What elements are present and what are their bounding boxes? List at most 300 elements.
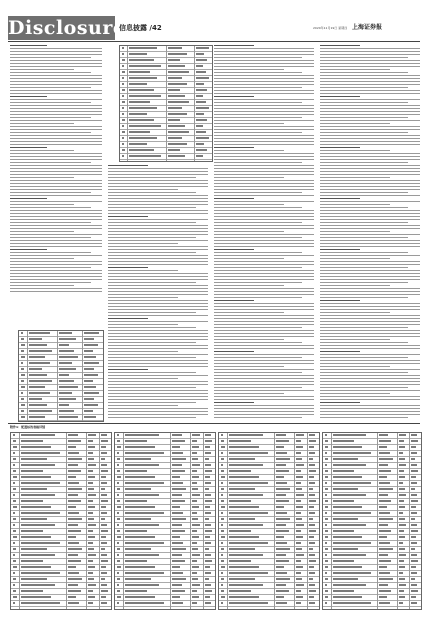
table-cell <box>117 464 119 466</box>
text-line <box>108 330 208 331</box>
text-line <box>214 393 284 394</box>
table-cell <box>399 494 407 496</box>
table-cell <box>101 488 105 490</box>
text-line <box>320 243 420 244</box>
table-cell <box>172 488 186 490</box>
table-column-divider <box>274 433 275 609</box>
text-line <box>108 375 208 376</box>
table-cell <box>333 464 367 466</box>
table-cell <box>122 77 124 79</box>
text-line <box>214 369 314 370</box>
text-line <box>108 336 208 337</box>
table-cell <box>122 89 125 91</box>
text-line <box>108 303 208 304</box>
table-cell <box>117 482 119 484</box>
table-cell <box>172 602 183 604</box>
text-line <box>214 309 314 310</box>
table-cell <box>333 512 371 514</box>
table-cell <box>59 338 76 340</box>
table-cell <box>221 470 224 472</box>
text-line <box>214 210 314 211</box>
table-cell <box>192 590 197 592</box>
text-line <box>320 219 420 220</box>
text-line <box>108 249 208 250</box>
table-cell <box>21 410 24 412</box>
table-cell <box>192 524 200 526</box>
table-cell <box>125 434 159 436</box>
text-line <box>108 189 178 190</box>
table-row <box>115 601 215 607</box>
text-line <box>10 99 102 100</box>
table-cell <box>333 494 367 496</box>
table-cell <box>196 113 205 115</box>
table-row <box>323 601 421 607</box>
appendix-table-3 <box>218 432 320 610</box>
table-cell <box>88 548 94 550</box>
table-cell <box>172 584 182 586</box>
text-line <box>108 273 208 274</box>
text-line <box>214 138 314 139</box>
text-line <box>10 132 91 133</box>
table-cell <box>13 548 16 550</box>
text-line <box>320 384 420 385</box>
table-cell <box>13 440 16 442</box>
table-cell <box>13 452 15 454</box>
table-cell <box>88 596 95 598</box>
text-line <box>10 66 102 67</box>
table-cell <box>325 464 327 466</box>
text-line <box>320 234 420 235</box>
text-line <box>320 249 360 250</box>
table-cell <box>88 554 96 556</box>
text-line <box>214 153 314 154</box>
table-cell <box>221 566 225 568</box>
text-line <box>320 165 420 166</box>
text-line <box>10 228 102 229</box>
table-cell <box>333 506 362 508</box>
text-line <box>214 171 314 172</box>
table-cell <box>221 506 225 508</box>
text-line <box>214 141 314 142</box>
table-cell <box>84 404 98 406</box>
text-line <box>108 195 208 196</box>
text-line <box>214 159 314 160</box>
table-cell <box>229 566 259 568</box>
text-line <box>108 201 208 202</box>
table-cell <box>88 488 94 490</box>
issue-date: 2020年11月19日 星期四 <box>313 26 348 30</box>
table-cell <box>125 500 147 502</box>
table-cell <box>101 494 107 496</box>
table-cell <box>84 362 99 364</box>
table-cell <box>411 542 417 544</box>
text-line <box>10 261 102 262</box>
table-cell <box>205 464 211 466</box>
table-cell <box>88 464 96 466</box>
table-cell <box>276 506 284 508</box>
table-cell <box>399 548 405 550</box>
text-line <box>10 168 102 169</box>
table-cell <box>68 590 81 592</box>
table-cell <box>399 524 407 526</box>
table-cell <box>101 554 107 556</box>
text-line <box>320 282 408 283</box>
text-line <box>10 285 74 286</box>
table-cell <box>21 362 23 364</box>
table-cell <box>88 572 93 574</box>
table-cell <box>192 506 199 508</box>
table-cell <box>192 446 199 448</box>
table-cell <box>172 518 186 520</box>
table-cell <box>84 332 99 334</box>
text-line <box>108 381 208 382</box>
text-line <box>10 276 102 277</box>
table-cell <box>21 494 55 496</box>
table-cell <box>68 536 76 538</box>
table-cell <box>21 602 60 604</box>
text-line <box>108 393 208 394</box>
table-cell <box>325 560 328 562</box>
table-cell <box>229 530 251 532</box>
table-cell <box>84 416 96 418</box>
table-cell <box>229 548 255 550</box>
text-line <box>214 72 302 73</box>
table-cell <box>221 464 223 466</box>
table-cell <box>221 476 225 478</box>
table-cell <box>101 590 108 592</box>
table-cell <box>221 578 224 580</box>
table-cell <box>325 488 328 490</box>
table-cell <box>229 434 263 436</box>
text-line <box>320 330 420 331</box>
table-cell <box>309 476 314 478</box>
table-cell <box>296 584 304 586</box>
table-column-divider <box>170 433 171 609</box>
table-cell <box>192 458 198 460</box>
text-line <box>108 408 208 409</box>
text-line <box>10 69 74 70</box>
table-column-divider <box>66 433 67 609</box>
table-cell <box>309 434 315 436</box>
table-column-divider <box>166 46 167 161</box>
text-line <box>10 243 102 244</box>
text-line <box>214 87 302 88</box>
text-line <box>320 351 360 352</box>
text-line <box>108 351 178 352</box>
table-cell <box>117 548 120 550</box>
table-cell <box>129 59 153 61</box>
table-cell <box>229 464 263 466</box>
text-line <box>320 336 420 337</box>
table-cell <box>325 506 328 508</box>
table-cell <box>101 548 105 550</box>
text-line <box>214 237 302 238</box>
brand-banner: Disclosure <box>8 17 126 39</box>
table-cell <box>129 47 157 49</box>
table-cell <box>13 494 15 496</box>
table-cell <box>296 512 301 514</box>
text-line <box>214 177 284 178</box>
table-cell <box>117 542 119 544</box>
text-line <box>108 342 196 343</box>
table-cell <box>333 458 358 460</box>
text-line <box>320 84 420 85</box>
table-cell <box>196 59 208 61</box>
table-cell <box>117 476 121 478</box>
text-line <box>10 123 74 124</box>
text-line <box>214 306 314 307</box>
table-cell <box>309 512 315 514</box>
table-cell <box>192 482 197 484</box>
table-cell <box>221 602 223 604</box>
text-line <box>108 357 196 358</box>
table-cell <box>13 512 15 514</box>
table-cell <box>172 590 185 592</box>
text-line <box>214 291 314 292</box>
text-line <box>214 99 314 100</box>
table-cell <box>129 155 160 157</box>
table-cell <box>399 500 404 502</box>
table-cell <box>101 476 106 478</box>
table-cell <box>125 584 159 586</box>
text-line <box>214 258 284 259</box>
text-line <box>214 174 314 175</box>
paper-name: 上海证券报 <box>352 24 383 31</box>
table-cell <box>168 131 189 133</box>
text-line <box>320 51 420 52</box>
table-cell <box>379 572 390 574</box>
table-cell <box>379 578 393 580</box>
table-cell <box>221 536 225 538</box>
table-cell <box>221 542 223 544</box>
table-cell <box>276 512 287 514</box>
table-cell <box>296 446 303 448</box>
table-cell <box>221 572 223 574</box>
table-cell <box>101 536 106 538</box>
table-cell <box>88 494 96 496</box>
table-cell <box>196 149 208 151</box>
table-cell <box>59 374 70 376</box>
table-cell <box>325 482 327 484</box>
table-cell <box>325 440 328 442</box>
text-line <box>108 312 196 313</box>
table-cell <box>192 560 197 562</box>
table-cell <box>21 434 55 436</box>
table-cell <box>88 536 95 538</box>
table-cell <box>168 113 187 115</box>
table-cell <box>117 572 119 574</box>
table-cell <box>88 500 93 502</box>
text-line <box>320 90 420 91</box>
text-line <box>214 180 314 181</box>
table-cell <box>122 59 125 61</box>
table-cell <box>13 482 15 484</box>
table-cell <box>68 494 78 496</box>
table-cell <box>205 494 211 496</box>
table-cell <box>325 584 327 586</box>
text-line <box>214 297 302 298</box>
table-cell <box>205 584 211 586</box>
table-cell <box>399 572 403 574</box>
text-line <box>10 51 102 52</box>
table-cell <box>101 584 107 586</box>
table-cell <box>88 560 93 562</box>
table-cell <box>13 566 17 568</box>
text-line <box>108 225 208 226</box>
table-cell <box>122 47 124 49</box>
text-line <box>108 387 196 388</box>
table-cell <box>125 506 155 508</box>
table-cell <box>125 464 159 466</box>
table-cell <box>59 362 72 364</box>
table-cell <box>196 65 203 67</box>
table-cell <box>325 524 327 526</box>
table-cell <box>125 548 151 550</box>
text-line <box>214 225 314 226</box>
table-cell <box>229 542 268 544</box>
table-cell <box>117 518 120 520</box>
table-cell <box>117 434 119 436</box>
text-line <box>10 57 91 58</box>
table-cell <box>296 596 303 598</box>
table-cell <box>129 113 146 115</box>
text-line <box>320 285 390 286</box>
table-cell <box>325 542 327 544</box>
table-cell <box>411 482 417 484</box>
table-cell <box>229 494 263 496</box>
table-cell <box>21 506 51 508</box>
table-cell <box>325 434 327 436</box>
text-line <box>10 177 74 178</box>
table-cell <box>309 470 316 472</box>
table-cell <box>309 566 314 568</box>
table-cell <box>276 476 284 478</box>
table-cell <box>192 566 199 568</box>
text-line <box>320 342 408 343</box>
table-cell <box>122 155 124 157</box>
text-line <box>214 330 314 331</box>
text-line <box>320 294 420 295</box>
text-line <box>320 333 420 334</box>
text-line <box>108 297 178 298</box>
table-cell <box>325 530 328 532</box>
table-cell <box>399 566 406 568</box>
table-cell <box>117 536 121 538</box>
table-cell <box>29 410 52 412</box>
table-cell <box>399 602 403 604</box>
table-cell <box>13 458 16 460</box>
table-cell <box>333 596 362 598</box>
table-cell <box>221 518 224 520</box>
table-cell <box>172 434 182 436</box>
table-cell <box>68 482 79 484</box>
text-line <box>108 321 208 322</box>
appendix-table-1 <box>10 432 112 610</box>
appendix-table-2 <box>114 432 216 610</box>
text-line <box>320 66 420 67</box>
text-line <box>214 186 314 187</box>
table-cell <box>296 578 302 580</box>
text-line <box>10 153 102 154</box>
table-cell <box>68 434 78 436</box>
table-cell <box>192 494 200 496</box>
table-cell <box>309 494 315 496</box>
text-line <box>10 204 74 205</box>
table-cell <box>192 572 197 574</box>
text-line <box>214 360 314 361</box>
text-line <box>214 354 314 355</box>
text-line <box>320 264 420 265</box>
text-line <box>10 174 102 175</box>
text-line <box>214 66 314 67</box>
data-table-center <box>119 45 213 162</box>
text-line <box>320 357 408 358</box>
text-line <box>10 117 91 118</box>
table-cell <box>229 602 268 604</box>
table-cell <box>196 125 203 127</box>
text-line <box>214 405 314 406</box>
table-cell <box>122 65 124 67</box>
text-line <box>108 309 208 310</box>
table-cell <box>168 149 180 151</box>
table-cell <box>205 512 211 514</box>
text-line <box>320 408 420 409</box>
table-cell <box>172 500 185 502</box>
table-cell <box>411 488 415 490</box>
table-cell <box>229 488 255 490</box>
table-cell <box>325 578 328 580</box>
table-cell <box>117 524 119 526</box>
table-cell <box>29 416 44 418</box>
text-line <box>108 402 196 403</box>
table-cell <box>399 596 406 598</box>
table-cell <box>101 512 107 514</box>
text-line <box>214 213 314 214</box>
table-cell <box>117 578 120 580</box>
table-cell <box>379 554 388 556</box>
text-line <box>10 126 102 127</box>
text-line <box>214 312 284 313</box>
text-line <box>320 117 408 118</box>
text-line <box>320 354 420 355</box>
table-cell <box>122 125 124 127</box>
text-line <box>214 336 314 337</box>
table-cell <box>101 578 105 580</box>
table-cell <box>325 536 328 538</box>
text-line <box>214 255 314 256</box>
table-cell <box>21 386 25 388</box>
text-line <box>320 204 390 205</box>
table-cell <box>325 590 328 592</box>
table-cell <box>411 590 418 592</box>
table-column-divider <box>19 433 20 609</box>
data-table-left <box>18 330 104 422</box>
table-cell <box>296 566 303 568</box>
text-line <box>10 48 102 49</box>
table-cell <box>205 452 211 454</box>
text-line <box>108 183 208 184</box>
text-line <box>214 249 254 250</box>
text-line <box>320 57 408 58</box>
table-cell <box>88 578 94 580</box>
table-cell <box>325 518 328 520</box>
text-line <box>10 129 102 130</box>
text-line <box>10 279 102 280</box>
text-line <box>214 414 314 415</box>
text-line <box>10 267 91 268</box>
text-line <box>320 75 420 76</box>
table-cell <box>172 446 180 448</box>
